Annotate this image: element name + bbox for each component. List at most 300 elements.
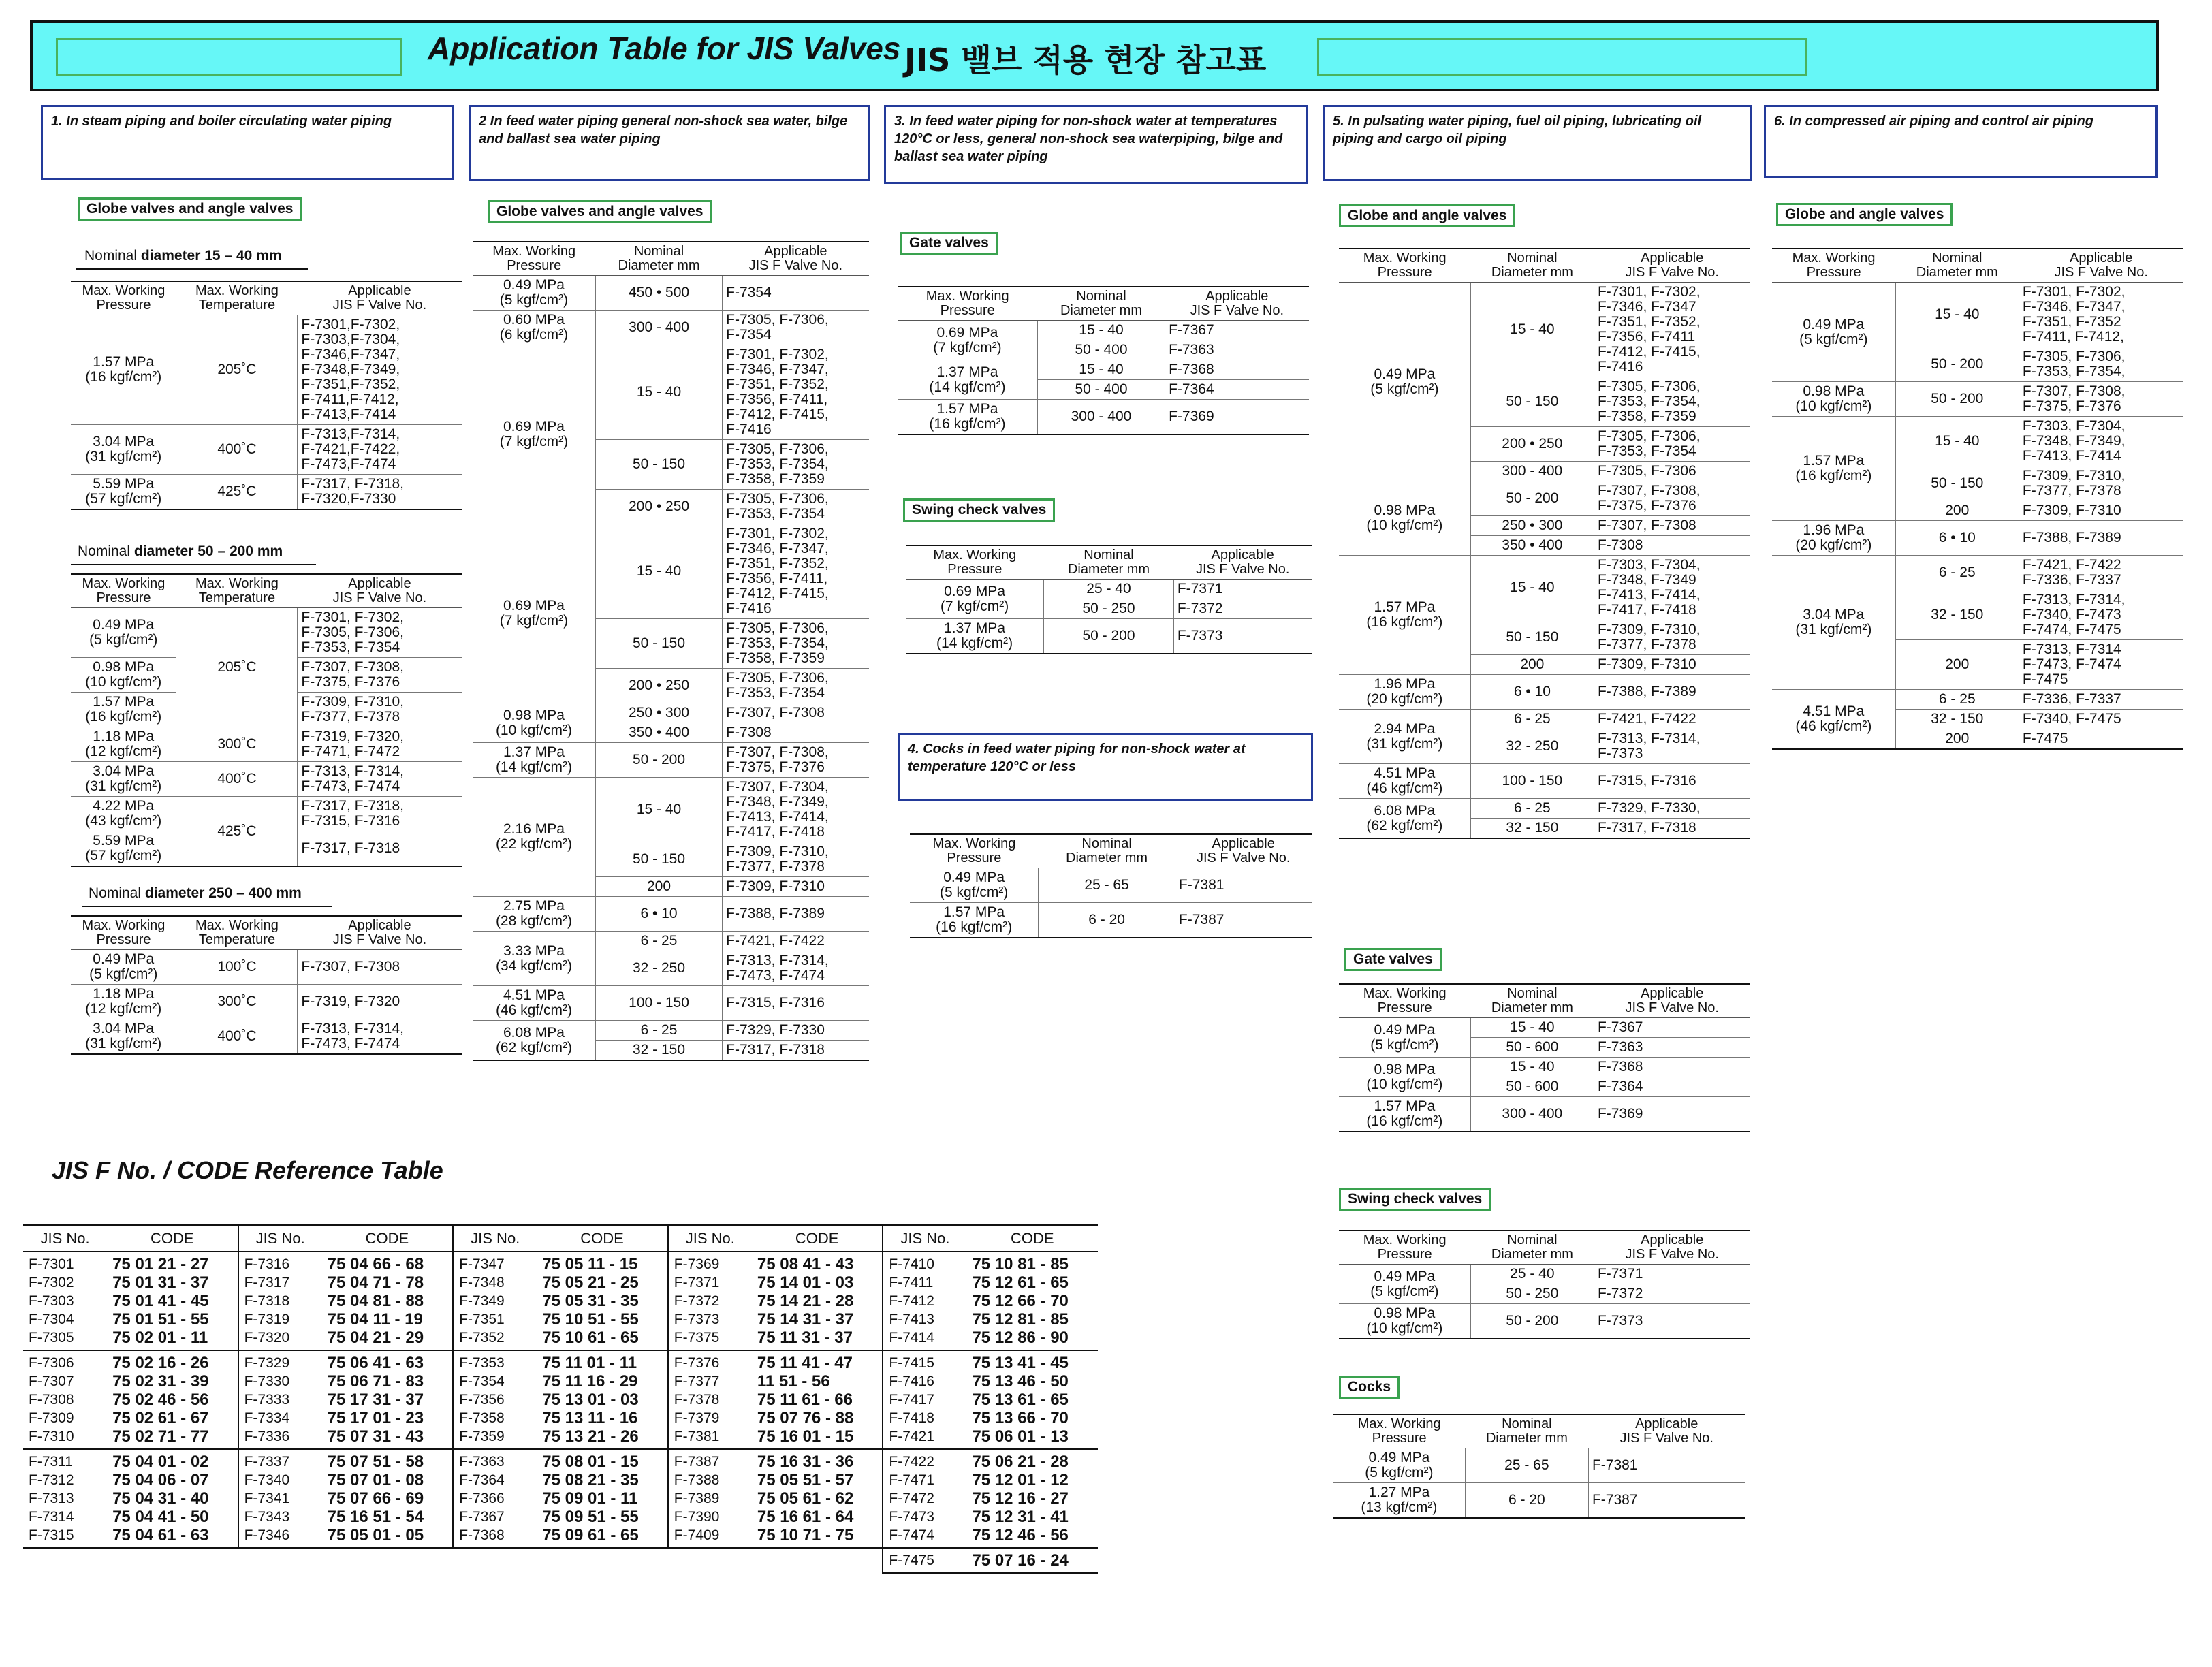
diameter-cell: 25 - 65 xyxy=(1039,868,1175,903)
table-row xyxy=(898,321,1309,340)
code-cell: 75 16 31 - 36 75 05 51 - 57 75 05 61 - 62 75 16 61 - 64 75 10 71 - 75 xyxy=(752,1449,883,1548)
table-row xyxy=(1339,1097,1750,1132)
diameter-cell: 15 - 40 xyxy=(1037,360,1165,380)
valve-no-cell: F-7371 xyxy=(1594,1265,1750,1284)
diameter-cell: 50 - 200 xyxy=(1470,1304,1594,1339)
pressure-cell: 0.49 MPa (5 kgf/cm²) xyxy=(1333,1448,1465,1483)
pressure-cell: 1.27 MPa (13 kgf/cm²) xyxy=(1333,1483,1465,1519)
col-header: Max. Working Pressure xyxy=(1339,249,1470,283)
pressure-cell: 1.57 MPa (16 kgf/cm²) xyxy=(1772,417,1895,521)
diameter-cell: 15 - 40 xyxy=(595,345,722,440)
table-row xyxy=(1339,1018,1750,1038)
valve-no-cell: F-7315, F-7316 xyxy=(723,986,869,1021)
valve-no-cell: F-7313, F-7314, F-7473, F-7474 xyxy=(298,1019,462,1055)
valve-no-cell: F-7309, F-7310 xyxy=(2019,501,2183,521)
table-row xyxy=(1772,417,2183,466)
valve-no-cell: F-7305, F-7306, F-7353, F-7354, F-7358, F-7359 xyxy=(723,440,869,490)
sec3-swing-label: Swing check valves xyxy=(903,498,1055,522)
pressure-cell: 1.37 MPa (14 kgf/cm²) xyxy=(906,619,1044,654)
pressure-cell: 3.04 MPa (31 kgf/cm²) xyxy=(71,425,176,475)
jis-no-cell: F-7301 F-7302 F-7303 F-7304 F-7305 xyxy=(23,1252,107,1350)
code-header: CODE xyxy=(107,1225,238,1252)
diameter-cell: 15 - 40 xyxy=(1895,417,2019,466)
valve-no-cell: F-7388, F-7389 xyxy=(723,897,869,932)
table-row xyxy=(473,743,869,778)
code-cell: 75 04 01 - 02 75 04 06 - 07 75 04 31 - 40 75 04 41 - 50 75 04 61 - 63 xyxy=(107,1449,238,1548)
col-header: Nominal Diameter mm xyxy=(1470,249,1594,283)
pressure-cell: 0.69 MPa (7 kgf/cm²) xyxy=(473,524,595,703)
col-header: Nominal Diameter mm xyxy=(1039,834,1175,868)
pressure-cell: 4.51 MPa (46 kgf/cm²) xyxy=(473,986,595,1021)
table-row xyxy=(1339,675,1750,710)
table-row xyxy=(898,360,1309,380)
diameter-cell: 350 • 400 xyxy=(595,723,722,743)
diameter-cell: 250 • 300 xyxy=(595,703,722,723)
valve-no-cell: F-7387 xyxy=(1175,903,1312,938)
section-1-caption: 1. In steam piping and boiler circulating water piping xyxy=(41,105,454,180)
temperature-cell: 400˚C xyxy=(176,425,298,475)
sec1-sub3: Nominal diameter 250 – 400 mm xyxy=(89,885,302,901)
valve-no-cell: F-7373 xyxy=(1173,619,1312,654)
valve-no-cell: F-7309, F-7310, F-7377, F-7378 xyxy=(1594,620,1750,655)
pressure-cell: 5.59 MPa (57 kgf/cm²) xyxy=(71,475,176,510)
col-header: Nominal Diameter mm xyxy=(1044,545,1174,580)
title-en: Application Table for JIS Valves xyxy=(428,31,901,66)
pressure-cell: 0.69 MPa (7 kgf/cm²) xyxy=(906,580,1044,619)
diameter-cell: 200 xyxy=(1895,640,2019,690)
valve-no-cell: F-7307, F-7304, F-7348, F-7349, F-7413, F-7414, F-7417, F-7418 xyxy=(723,778,869,842)
valve-no-cell: F-7307, F-7308, F-7375, F-7376 xyxy=(723,743,869,778)
pressure-cell: 1.18 MPa (12 kgf/cm²) xyxy=(71,985,176,1019)
sec5-swing-table xyxy=(1339,1230,1750,1339)
valve-no-cell: F-7309, F-7310 xyxy=(723,877,869,897)
pressure-cell: 4.51 MPa (46 kgf/cm²) xyxy=(1339,764,1470,799)
valve-no-cell: F-7372 xyxy=(1173,599,1312,619)
col-header: Nominal Diameter mm xyxy=(1895,249,2019,283)
code-cell: 75 06 21 - 28 75 12 01 - 12 75 12 16 - 27 75 12 31 - 41 75 12 46 - 56 xyxy=(966,1449,1098,1548)
col-header: Max. Working Pressure xyxy=(473,242,595,276)
sec5-gate-label: Gate valves xyxy=(1344,948,1442,971)
table-row xyxy=(1339,1304,1750,1339)
table-row xyxy=(71,475,462,510)
col-header: Max. Working Pressure xyxy=(906,545,1044,580)
valve-no-cell: F-7303, F-7304, F-7348, F-7349, F-7413, F-7414 xyxy=(2019,417,2183,466)
diameter-cell: 6 - 25 xyxy=(1470,710,1594,729)
pressure-cell: 0.49 MPa (5 kgf/cm²) xyxy=(1339,1265,1470,1304)
valve-no-cell: F-7305, F-7306, F-7354 xyxy=(723,311,869,345)
diameter-cell: 50 - 600 xyxy=(1470,1077,1594,1097)
diameter-cell: 50 - 600 xyxy=(1470,1038,1594,1058)
diameter-cell: 6 • 10 xyxy=(1895,521,2019,556)
valve-no-cell: F-7301, F-7302, F-7346, F-7347, F-7351, F-7352, F-7356, F-7411, F-7412, F-7415, F-7416 xyxy=(723,524,869,619)
sec3-gate-label: Gate valves xyxy=(900,232,998,255)
valve-no-cell: F-7336, F-7337 xyxy=(2019,690,2183,710)
table-row xyxy=(473,1021,869,1041)
table-row xyxy=(473,986,869,1021)
valve-no-cell: F-7371 xyxy=(1173,580,1312,599)
diameter-cell: 15 - 40 xyxy=(595,778,722,842)
valve-no-cell: F-7369 xyxy=(1165,400,1309,435)
jis-no-header: JIS No. xyxy=(238,1225,322,1252)
diameter-cell: 6 - 25 xyxy=(1470,799,1594,819)
pressure-cell: 6.08 MPa (62 kgf/cm²) xyxy=(473,1021,595,1061)
valve-no-cell: F-7309, F-7310, F-7377, F-7378 xyxy=(298,693,462,727)
diameter-cell: 100 - 150 xyxy=(595,986,722,1021)
pressure-cell: 0.49 MPa (5 kgf/cm²) xyxy=(1772,283,1895,382)
table-row xyxy=(1339,799,1750,819)
valve-no-cell: F-7373 xyxy=(1594,1304,1750,1339)
pressure-cell: 0.60 MPa (6 kgf/cm²) xyxy=(473,311,595,345)
diameter-cell: 50 - 150 xyxy=(1470,377,1594,427)
valve-no-cell: F-7475 xyxy=(2019,729,2183,750)
diameter-cell: 32 - 250 xyxy=(595,951,722,986)
section-6-caption: 6. In compressed air piping and control air piping xyxy=(1764,105,2158,178)
temperature-cell: 425˚C xyxy=(176,475,298,510)
table-row xyxy=(71,727,462,762)
diameter-cell: 15 - 40 xyxy=(1895,283,2019,347)
diameter-cell: 15 - 40 xyxy=(1470,1058,1594,1077)
col-header: Max. Working Pressure xyxy=(71,916,176,950)
valve-no-cell: F-7305, F-7306, F-7353, F-7354, F-7358, F-7359 xyxy=(723,619,869,669)
table-row xyxy=(71,315,462,425)
valve-no-cell: F-7363 xyxy=(1594,1038,1750,1058)
diameter-cell: 50 - 200 xyxy=(595,743,722,778)
table-row xyxy=(71,425,462,475)
table-row xyxy=(71,950,462,985)
code-cell: 75 07 16 - 24 xyxy=(966,1548,1098,1573)
diameter-cell: 300 - 400 xyxy=(1470,462,1594,481)
jis-no-cell: F-7329 F-7330 F-7333 F-7334 F-7336 xyxy=(238,1350,322,1449)
valve-no-cell: F-7364 xyxy=(1594,1077,1750,1097)
diameter-cell: 50 - 200 xyxy=(1895,382,2019,417)
sec5-globe-table xyxy=(1339,248,1750,839)
pressure-cell: 0.98 MPa (10 kgf/cm²) xyxy=(1339,481,1470,556)
diameter-cell: 200 • 250 xyxy=(1470,427,1594,462)
col-header: Applicable JIS F Valve No. xyxy=(1594,984,1750,1018)
col-header: Max. Working Pressure xyxy=(898,287,1037,321)
valve-no-cell: F-7364 xyxy=(1165,380,1309,400)
diameter-cell: 6 - 20 xyxy=(1039,903,1175,938)
valve-no-cell: F-7319, F-7320 xyxy=(298,985,462,1019)
diameter-cell: 15 - 40 xyxy=(1470,283,1594,377)
diameter-cell: 50 - 200 xyxy=(1044,619,1174,654)
table-row xyxy=(1339,710,1750,729)
col-header: Max. Working Pressure xyxy=(1772,249,1895,283)
valve-no-cell: F-7307, F-7308, F-7375, F-7376 xyxy=(298,658,462,693)
diameter-cell: 50 - 150 xyxy=(1895,466,2019,501)
pressure-cell: 1.57 MPa (16 kgf/cm²) xyxy=(71,693,176,727)
sec2-label: Globe valves and angle valves xyxy=(488,200,712,223)
jis-no-header: JIS No. xyxy=(23,1225,107,1252)
diameter-cell: 6 • 10 xyxy=(1470,675,1594,710)
temperature-cell: 100˚C xyxy=(176,950,298,985)
table-row xyxy=(1772,556,2183,590)
diameter-cell: 32 - 250 xyxy=(1470,729,1594,764)
pressure-cell: 0.49 MPa (5 kgf/cm²) xyxy=(910,868,1039,903)
table-row xyxy=(910,903,1312,938)
diameter-cell: 300 - 400 xyxy=(1470,1097,1594,1132)
valve-no-cell: F-7303, F-7304, F-7348, F-7349 F-7413, F-7414, F-7417, F-7418 xyxy=(1594,556,1750,620)
valve-no-cell: F-7421, F-7422 xyxy=(1594,710,1750,729)
table-row xyxy=(473,778,869,842)
table-row xyxy=(1339,481,1750,516)
sec5-cocks-label: Cocks xyxy=(1339,1376,1400,1399)
diameter-cell: 50 - 200 xyxy=(1895,347,2019,382)
table-row xyxy=(906,619,1312,654)
diameter-cell: 450 • 500 xyxy=(595,276,722,311)
valve-no-cell: F-7307, F-7308, F-7375, F-7376 xyxy=(2019,382,2183,417)
valve-no-cell: F-7313, F-7314 F-7473, F-7474 F-7475 xyxy=(2019,640,2183,690)
jis-no-cell: F-7353 F-7354 F-7356 F-7358 F-7359 xyxy=(453,1350,537,1449)
diameter-cell: 6 - 25 xyxy=(1895,556,2019,590)
jis-no-cell: F-7422 F-7471 F-7472 F-7473 F-7474 xyxy=(883,1449,966,1548)
col-header: Max. Working Temperature xyxy=(176,574,298,608)
valve-no-cell: F-7307, F-7308, F-7375, F-7376 xyxy=(1594,481,1750,516)
table-row xyxy=(473,703,869,723)
valve-no-cell: F-7301, F-7302, F-7305, F-7306, F-7353, F-7354 xyxy=(298,608,462,658)
valve-no-cell: F-7308 xyxy=(723,723,869,743)
jis-no-header: JIS No. xyxy=(668,1225,752,1252)
valve-no-cell: F-7301,F-7302, F-7303,F-7304, F-7346,F-7347, F-7348,F-7349, F-7351,F-7352, F-7411,F-7412, F-7413,F-7414 xyxy=(298,315,462,425)
jis-no-cell: F-7363 F-7364 F-7366 F-7367 F-7368 xyxy=(453,1449,537,1548)
code-cell: 75 01 21 - 27 75 01 31 - 37 75 01 41 - 45 75 01 51 - 55 75 02 01 - 11 xyxy=(107,1252,238,1350)
pressure-cell: 2.16 MPa (22 kgf/cm²) xyxy=(473,778,595,897)
table-row xyxy=(71,1019,462,1055)
pressure-cell: 6.08 MPa (62 kgf/cm²) xyxy=(1339,799,1470,839)
col-header: Applicable JIS F Valve No. xyxy=(1173,545,1312,580)
table-row xyxy=(71,797,462,831)
sec3-gate-table xyxy=(898,286,1309,435)
valve-no-cell: F-7315, F-7316 xyxy=(1594,764,1750,799)
valve-no-cell: F-7308 xyxy=(1594,536,1750,556)
decor-box-right xyxy=(1317,38,1807,76)
valve-no-cell: F-7340, F-7475 xyxy=(2019,710,2183,729)
jis-no-cell: F-7306 F-7307 F-7308 F-7309 F-7310 xyxy=(23,1350,107,1449)
valve-no-cell: F-7369 xyxy=(1594,1097,1750,1132)
valve-no-cell: F-7388, F-7389 xyxy=(2019,521,2183,556)
title-ko: JIS 밸브 적용 현장 참고표 xyxy=(904,42,1267,78)
jis-no-cell: F-7376 F-7377 F-7378 F-7379 F-7381 xyxy=(668,1350,752,1449)
table-row xyxy=(473,345,869,440)
pressure-cell: 3.33 MPa (34 kgf/cm²) xyxy=(473,932,595,986)
col-header: Max. Working Temperature xyxy=(176,916,298,950)
jis-no-cell: F-7311 F-7312 F-7313 F-7314 F-7315 xyxy=(23,1449,107,1548)
code-cell: 75 07 51 - 58 75 07 01 - 08 75 07 66 - 69 75 16 51 - 54 75 05 01 - 05 xyxy=(322,1449,454,1548)
pressure-cell: 1.57 MPa (16 kgf/cm²) xyxy=(910,903,1039,938)
code-cell: 75 02 16 - 26 75 02 31 - 39 75 02 46 - 56 75 02 61 - 67 75 02 71 - 77 xyxy=(107,1350,238,1449)
diameter-cell: 200 • 250 xyxy=(595,490,722,524)
section-3-caption: 3. In feed water piping for non-shock water at temperatures 120°C or less, general non-shock sea waterpiping, bilge and ballast sea water piping xyxy=(884,105,1308,184)
code-cell: 75 08 01 - 15 75 08 21 - 35 75 09 01 - 11 75 09 51 - 55 75 09 61 - 65 xyxy=(537,1449,668,1548)
col-header: Max. Working Pressure xyxy=(1339,984,1470,1018)
diameter-cell: 50 - 400 xyxy=(1037,340,1165,360)
code-header: CODE xyxy=(966,1225,1098,1252)
sec5-cocks-table xyxy=(1333,1414,1745,1519)
valve-no-cell: F-7313, F-7314, F-7340, F-7473 F-7474, F-7475 xyxy=(2019,590,2183,640)
col-header: Nominal Diameter mm xyxy=(595,242,722,276)
valve-no-cell: F-7317, F-7318 xyxy=(723,1041,869,1061)
valve-no-cell: F-7301, F-7302, F-7346, F-7347 F-7351, F-7352, F-7356, F-7411 F-7412, F-7415, F-7416 xyxy=(1594,283,1750,377)
code-cell: 75 08 41 - 43 75 14 01 - 03 75 14 21 - 28 75 14 31 - 37 75 11 31 - 37 xyxy=(752,1252,883,1350)
jis-no-cell: F-7410 F-7411 F-7412 F-7413 F-7414 xyxy=(883,1252,966,1350)
table-row xyxy=(1333,1483,1745,1519)
valve-no-cell: F-7381 xyxy=(1175,868,1312,903)
diameter-cell: 50 - 200 xyxy=(1470,481,1594,516)
diameter-cell: 200 xyxy=(1470,655,1594,675)
sec6-label: Globe and angle valves xyxy=(1776,203,1953,226)
table-row xyxy=(1772,283,2183,347)
pressure-cell: 1.57 MPa (16 kgf/cm²) xyxy=(898,400,1037,435)
sec5-globe-label: Globe and angle valves xyxy=(1339,204,1515,227)
code-cell: 75 05 11 - 15 75 05 21 - 25 75 05 31 - 35 75 10 51 - 55 75 10 61 - 65 xyxy=(537,1252,668,1350)
col-header: Applicable JIS F Valve No. xyxy=(298,916,462,950)
diameter-cell: 6 - 25 xyxy=(595,932,722,951)
table-row xyxy=(473,524,869,619)
table-row xyxy=(906,580,1312,599)
valve-no-cell: F-7329, F-7330, xyxy=(1594,799,1750,819)
pressure-cell: 0.49 MPa (5 kgf/cm²) xyxy=(1339,283,1470,481)
pressure-cell: 0.98 MPa (10 kgf/cm²) xyxy=(71,658,176,693)
valve-no-cell: F-7313, F-7314, F-7473, F-7474 xyxy=(298,762,462,797)
table-row xyxy=(473,932,869,951)
table-row xyxy=(71,762,462,797)
pressure-cell: 1.57 MPa (16 kgf/cm²) xyxy=(1339,1097,1470,1132)
diameter-cell: 15 - 40 xyxy=(595,524,722,619)
jis-no-cell: F-7369 F-7371 F-7372 F-7373 F-7375 xyxy=(668,1252,752,1350)
diameter-cell: 250 • 300 xyxy=(1470,516,1594,536)
jis-ref-title: JIS F No. / CODE Reference Table xyxy=(52,1156,443,1184)
table-row xyxy=(473,897,869,932)
col-header: Max. Working Pressure xyxy=(910,834,1039,868)
title-banner xyxy=(30,20,2159,91)
pressure-cell: 1.57 MPa (16 kgf/cm²) xyxy=(1339,556,1470,675)
jis-no-cell: F-7387 F-7388 F-7389 F-7390 F-7409 xyxy=(668,1449,752,1548)
diameter-cell: 32 - 150 xyxy=(1470,819,1594,839)
diameter-cell: 200 xyxy=(1895,501,2019,521)
pressure-cell: 0.69 MPa (7 kgf/cm²) xyxy=(473,345,595,524)
jis-no-cell: F-7337 F-7340 F-7341 F-7343 F-7346 xyxy=(238,1449,322,1548)
temperature-cell: 400˚C xyxy=(176,1019,298,1055)
pressure-cell: 2.75 MPa (28 kgf/cm²) xyxy=(473,897,595,932)
diameter-cell: 6 - 25 xyxy=(595,1021,722,1041)
col-header: Max. Working Pressure xyxy=(1333,1414,1465,1448)
col-header: Nominal Diameter mm xyxy=(1465,1414,1588,1448)
jis-no-cell: F-7475 xyxy=(883,1548,966,1573)
diameter-cell: 50 - 400 xyxy=(1037,380,1165,400)
pressure-cell: 0.69 MPa (7 kgf/cm²) xyxy=(898,321,1037,360)
valve-no-cell: F-7305, F-7306, F-7353, F-7354, F-7358, F-7359 xyxy=(1594,377,1750,427)
code-cell: 75 11 01 - 11 75 11 16 - 29 75 13 01 - 03 75 13 11 - 16 75 13 21 - 26 xyxy=(537,1350,668,1449)
sec1-table-15-40 xyxy=(71,281,462,510)
pressure-cell: 0.49 MPa (5 kgf/cm²) xyxy=(71,950,176,985)
diameter-cell: 15 - 40 xyxy=(1470,1018,1594,1038)
table-row xyxy=(1772,382,2183,417)
diameter-cell: 15 - 40 xyxy=(1470,556,1594,620)
valve-no-cell: F-7367 xyxy=(1594,1018,1750,1038)
diameter-cell: 50 - 150 xyxy=(595,619,722,669)
valve-no-cell: F-7372 xyxy=(1594,1284,1750,1304)
col-header: Max. Working Temperature xyxy=(176,281,298,315)
table-row xyxy=(473,311,869,345)
diameter-cell: 6 - 20 xyxy=(1465,1483,1588,1519)
diameter-cell: 32 - 150 xyxy=(1895,710,2019,729)
col-header: Nominal Diameter mm xyxy=(1470,1231,1594,1265)
pressure-cell: 3.04 MPa (31 kgf/cm²) xyxy=(71,762,176,797)
diameter-cell: 100 - 150 xyxy=(1470,764,1594,799)
sec5-swing-label: Swing check valves xyxy=(1339,1188,1491,1211)
valve-no-cell: F-7363 xyxy=(1165,340,1309,360)
table-row xyxy=(23,1449,1098,1548)
sec3-swing-table xyxy=(906,545,1312,654)
code-header: CODE xyxy=(322,1225,454,1252)
col-header: Nominal Diameter mm xyxy=(1037,287,1165,321)
table-row xyxy=(1339,1265,1750,1284)
valve-no-cell: F-7305, F-7306, F-7353, F-7354, xyxy=(2019,347,2183,382)
table-row xyxy=(910,868,1312,903)
code-header: CODE xyxy=(752,1225,883,1252)
valve-no-cell: F-7309, F-7310 xyxy=(1594,655,1750,675)
diameter-cell: 300 - 400 xyxy=(595,311,722,345)
pressure-cell: 3.04 MPa (31 kgf/cm²) xyxy=(71,1019,176,1055)
valve-no-cell: F-7307, F-7308 xyxy=(723,703,869,723)
jis-no-cell: F-7316 F-7317 F-7318 F-7319 F-7320 xyxy=(238,1252,322,1350)
section-5-caption: 5. In pulsating water piping, fuel oil piping, lubricating oil piping and cargo oil piping xyxy=(1323,105,1752,181)
sec1-sub1: Nominal diameter 15 – 40 mm xyxy=(84,248,282,264)
diameter-cell: 200 xyxy=(1895,729,2019,750)
table-row xyxy=(1339,764,1750,799)
table-row xyxy=(1339,283,1750,377)
table-row xyxy=(473,276,869,311)
pressure-cell: 0.98 MPa (10 kgf/cm²) xyxy=(1772,382,1895,417)
pressure-cell: 1.37 MPa (14 kgf/cm²) xyxy=(473,743,595,778)
jis-no-cell: F-7347 F-7348 F-7349 F-7351 F-7352 xyxy=(453,1252,537,1350)
pressure-cell: 3.04 MPa (31 kgf/cm²) xyxy=(1772,556,1895,690)
table-row xyxy=(71,985,462,1019)
valve-no-cell: F-7305, F-7306, F-7353, F-7354 xyxy=(723,669,869,703)
temperature-cell: 300˚C xyxy=(176,727,298,762)
diameter-cell: 32 - 150 xyxy=(1895,590,2019,640)
pressure-cell: 0.49 MPa (5 kgf/cm²) xyxy=(71,608,176,658)
diameter-cell: 25 - 40 xyxy=(1470,1265,1594,1284)
valve-no-cell: F-7421, F-7422 xyxy=(723,932,869,951)
diameter-cell: 200 • 250 xyxy=(595,669,722,703)
sec5-gate-table xyxy=(1339,983,1750,1132)
pressure-cell: 1.37 MPa (14 kgf/cm²) xyxy=(898,360,1037,400)
table-row xyxy=(1339,556,1750,620)
jis-code-table xyxy=(23,1224,1098,1574)
pressure-cell: 1.96 MPa (20 kgf/cm²) xyxy=(1339,675,1470,710)
valve-no-cell: F-7309, F-7310, F-7377, F-7378 xyxy=(2019,466,2183,501)
table-row xyxy=(71,608,462,658)
diameter-cell: 50 - 250 xyxy=(1470,1284,1594,1304)
pressure-cell: 4.22 MPa (43 kgf/cm²) xyxy=(71,797,176,831)
valve-no-cell: F-7317, F-7318, F-7315, F-7316 xyxy=(298,797,462,831)
table-row xyxy=(23,1252,1098,1350)
diameter-cell: 300 - 400 xyxy=(1037,400,1165,435)
col-header: Applicable JIS F Valve No. xyxy=(298,574,462,608)
col-header: Applicable JIS F Valve No. xyxy=(1165,287,1309,321)
code-cell: 75 06 41 - 63 75 06 71 - 83 75 17 31 - 37 75 17 01 - 23 75 07 31 - 43 xyxy=(322,1350,454,1449)
diameter-cell: 32 - 150 xyxy=(595,1041,722,1061)
valve-no-cell: F-7301, F-7302, F-7346, F-7347, F-7351, F-7352, F-7356, F-7411, F-7412, F-7415, F-7416 xyxy=(723,345,869,440)
valve-no-cell: F-7388, F-7389 xyxy=(1594,675,1750,710)
col-header: Applicable JIS F Valve No. xyxy=(2019,249,2183,283)
table-row xyxy=(23,1548,1098,1573)
jis-no-cell: F-7415 F-7416 F-7417 F-7418 F-7421 xyxy=(883,1350,966,1449)
temperature-cell: 205˚C xyxy=(176,608,298,727)
valve-no-cell: F-7301, F-7302, F-7346, F-7347, F-7351, F-7352 F-7411, F-7412, xyxy=(2019,283,2183,347)
table-row xyxy=(1772,521,2183,556)
